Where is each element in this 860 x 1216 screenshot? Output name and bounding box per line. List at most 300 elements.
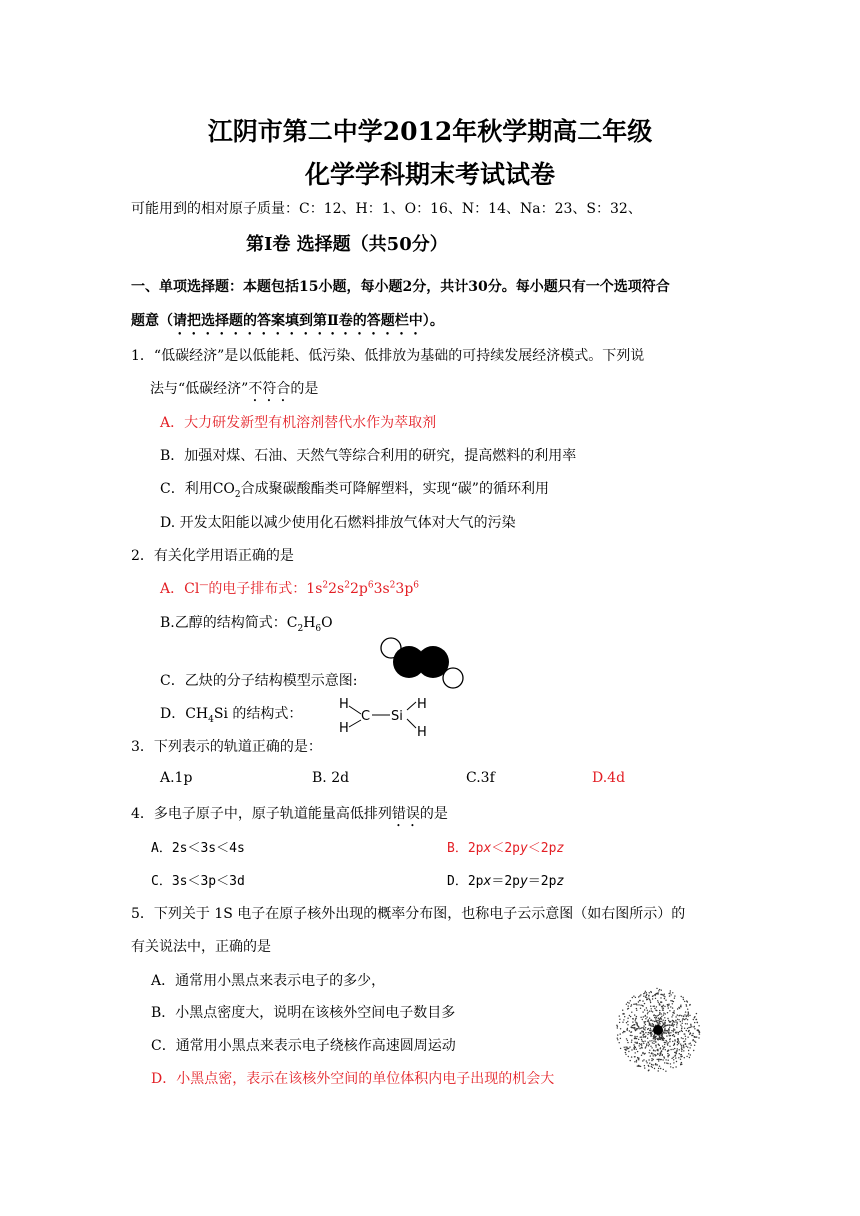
q2-b-element: O [321,615,333,631]
cloud-dot [627,1018,628,1019]
cloud-dot [645,1032,646,1033]
cloud-dot [638,1039,639,1040]
cloud-dot [644,1022,645,1023]
cloud-dot [658,1060,659,1061]
cloud-dot [675,1020,676,1021]
cloud-dot [655,1010,656,1011]
cloud-dot [658,1044,659,1045]
cloud-dot [652,1067,653,1068]
cloud-dot [690,1027,691,1028]
cloud-dot [655,1045,656,1046]
cloud-dot [649,1040,650,1041]
cloud-dot [628,1002,629,1003]
q5-option-c: C．通常用小黑点来表示电子绕核作高速圆周运动 [151,1038,456,1054]
cloud-dot [670,1032,671,1033]
cloud-dot [652,998,653,999]
cloud-dot [680,1005,681,1006]
cloud-dot [620,1033,621,1034]
cloud-dot [653,1041,654,1042]
cloud-dot [674,1010,675,1011]
cloud-dot [688,1013,689,1014]
cloud-dot [667,1051,668,1052]
cloud-dot [675,1066,676,1067]
cloud-dot [673,1045,674,1046]
cloud-dot [667,1056,668,1057]
q5-stem-line-1: 5．下列关于 1S 电子在原子核外出现的概率分布图，也称电子云示意图（如右图所示）的 [131,906,686,922]
cloud-dot [635,997,636,998]
cloud-dot [648,1032,649,1033]
cloud-dot [647,1012,648,1013]
cloud-dot [627,1021,628,1022]
cloud-dot [668,1042,669,1043]
cloud-dot [676,1024,677,1025]
cloud-dot [634,1036,635,1037]
cloud-dot [643,1059,644,1060]
cloud-dot [654,1017,655,1018]
cloud-dot [630,1016,631,1017]
cloud-dot [631,1031,632,1032]
cloud-dot [692,1033,693,1034]
cloud-dot [693,1019,694,1020]
bond-line [349,720,361,727]
cloud-dot [681,1047,682,1048]
cloud-dot [664,1062,665,1063]
cloud-dot [640,1037,641,1038]
struct-c: C [361,709,371,724]
cloud-dot [634,1042,635,1043]
struct-h: H [339,721,349,736]
cloud-dot [655,998,656,999]
cloud-dot [648,998,649,999]
cloud-dot [656,1038,657,1039]
cloud-dot [656,1017,657,1018]
cloud-dot [665,1049,666,1050]
cloud-dot [665,1059,666,1060]
cloud-dot [633,1044,634,1045]
q3-option-a: A.1p [160,770,193,786]
cloud-dot [627,1040,628,1041]
cloud-dot [634,1061,635,1062]
cloud-dot [640,1017,641,1018]
cloud-dot [659,1023,660,1024]
cloud-dot [688,1027,689,1028]
q1-emphasis: 不符合 [248,381,291,397]
cloud-dot [633,1004,634,1005]
cloud-dot [687,1009,688,1010]
cloud-dot [698,1037,699,1038]
cloud-dot [657,993,658,994]
cloud-dot [667,1005,668,1006]
cloud-dot [642,1035,643,1036]
cloud-dot [626,1029,627,1030]
cloud-dot [631,1049,632,1050]
cloud-dot [662,1046,663,1047]
q1-stem-text: 法与“低碳经济” [150,381,249,397]
cloud-dot [673,1025,674,1026]
cloud-dot [625,1046,626,1047]
q2-a-orbital: 3p [395,581,414,597]
cloud-dot [664,1025,665,1026]
cloud-dot [646,999,647,1000]
cloud-dot [672,1003,673,1004]
cloud-dot [666,1033,667,1034]
cloud-dot [653,1015,654,1016]
cloud-dot [665,1020,666,1021]
cloud-dot [663,1037,664,1038]
cloud-dot [672,1041,673,1042]
q2-d-text-end: Si 的结构式： [213,706,303,722]
cloud-dot [659,1018,660,1019]
cloud-dot [663,1024,664,1025]
cloud-dot [670,1063,671,1064]
cloud-dot [631,1042,632,1043]
cloud-dot [650,991,651,992]
cloud-dot [664,1057,665,1058]
cloud-dot [651,1020,652,1021]
cloud-dot [645,1015,646,1016]
cloud-dot [658,1068,659,1069]
cloud-dot [644,1021,645,1022]
q4-stem-text: 4．多电子原子中，原子轨道能量高低排列 [131,806,392,822]
cloud-dot [683,1047,684,1048]
cloud-dot [647,1010,648,1011]
cloud-dot [678,1057,679,1058]
cloud-dot [687,1028,688,1029]
cloud-dot [683,1041,684,1042]
cloud-dot [638,996,639,997]
cloud-dot [652,1053,653,1054]
cloud-dot [693,1026,694,1027]
cloud-dot [636,1029,637,1030]
cloud-dot [688,1043,689,1044]
cloud-dot [661,990,662,991]
cloud-dot [660,1002,661,1003]
cloud-dot [627,1002,628,1003]
cloud-dot [672,1014,673,1015]
cloud-dot [673,1057,674,1058]
cloud-dot [617,1039,618,1040]
cloud-dot [673,1020,674,1021]
cloud-dot [636,1036,637,1037]
cloud-dot [631,1040,632,1041]
q2-a-text: A．Cl [160,581,200,597]
cloud-dot [646,1043,647,1044]
cloud-dot [663,1020,664,1021]
cloud-dot [665,1040,666,1041]
cloud-dot [644,1034,645,1035]
cloud-dot [684,1057,685,1058]
cloud-dot [699,1033,700,1034]
cloud-dot [659,1010,660,1011]
cloud-dot [681,1051,682,1052]
cloud-dot [649,992,650,993]
q4-option-a: A．2s＜3s＜4s [151,841,245,856]
cloud-dot [648,1042,649,1043]
cloud-dot [637,1028,638,1029]
cloud-dot [672,1049,673,1050]
cloud-dot [697,1029,698,1030]
q5-option-d: D．小黑点密，表示在该核外空间的单位体积内电子出现的机会大 [151,1071,555,1087]
cloud-dot [686,1030,687,1031]
cloud-dot [674,1039,675,1040]
cloud-dot [633,1047,634,1048]
cloud-dot [630,1006,631,1007]
cloud-dot [666,1025,667,1026]
q2-a-sup: 2 [322,580,329,591]
cloud-dot [655,1015,656,1016]
cloud-dot [650,1024,651,1025]
cloud-dot [657,1000,658,1001]
cloud-dot [640,1028,641,1029]
cloud-dot [643,1016,644,1017]
cloud-dot [665,1022,666,1023]
cloud-dot [631,1056,632,1057]
cloud-dot [673,1024,674,1025]
cloud-dot [638,1001,639,1002]
cloud-dot [687,1037,688,1038]
cloud-dot [620,1028,621,1029]
cloud-dot [682,1020,683,1021]
cloud-dot [662,994,663,995]
cloud-dot [661,1051,662,1052]
cloud-dot [646,1062,647,1063]
q1-option-c [160,478,549,498]
cloud-dot [680,1025,681,1026]
cloud-dot [627,1024,628,1025]
cloud-dot [620,1038,621,1039]
cloud-dot [687,1023,688,1024]
cloud-dot [626,1038,627,1039]
cloud-dot [651,1033,652,1034]
cloud-dot [637,1057,638,1058]
cloud-dot [631,1004,632,1005]
cloud-dot [664,998,665,999]
cloud-dot [685,1018,686,1019]
cloud-dot [617,1034,618,1035]
cloud-dot [647,1038,648,1039]
q2-a-sup: 2 [389,580,396,591]
cloud-dot [668,1033,669,1034]
cloud-dot [641,1055,642,1056]
cloud-dot [673,1028,674,1029]
cloud-dot [644,1003,645,1004]
cloud-dot [647,1021,648,1022]
cloud-dot [644,992,645,993]
cloud-dot [626,1004,627,1005]
cloud-dot [676,1032,677,1033]
cloud-dot [685,1011,686,1012]
cloud-dot [659,1004,660,1005]
cloud-dot [669,1021,670,1022]
struct-si: Si [391,709,403,724]
cloud-dot [650,1002,651,1003]
q4-d-axis: z [556,874,565,889]
q4-stem-end: 的是 [419,806,448,822]
cloud-dot [638,1026,639,1027]
cloud-dot [699,1032,700,1033]
cloud-dot [667,1043,668,1044]
cloud-dot [682,1018,683,1019]
cloud-dot [632,1025,633,1026]
cloud-dot [664,1029,665,1030]
cloud-dot [643,1027,644,1028]
instruction-line-2 [131,310,444,338]
cloud-dot [668,1055,669,1056]
cloud-dot [641,1039,642,1040]
cloud-dot [644,1009,645,1010]
cloud-dot [639,1000,640,1001]
cloud-dot [653,1006,654,1007]
cloud-dot [664,1028,665,1029]
cloud-dot [651,1064,652,1065]
q1-option-a: A．大力研发新型有机溶剂替代水作为萃取剂 [160,415,437,431]
cloud-dot [680,1021,681,1022]
cloud-dot [678,1019,679,1020]
cloud-dot [625,1050,626,1051]
cloud-dot [676,1021,677,1022]
cloud-dot [694,1036,695,1037]
cloud-dot [616,1025,617,1026]
cloud-dot [687,1019,688,1020]
q3-option-d: D.4d [592,770,626,786]
cloud-dot [654,1035,655,1036]
cloud-dot [681,1048,682,1049]
cloud-dot [694,1028,695,1029]
bond-line [407,702,416,710]
cloud-dot [655,1046,656,1047]
cloud-dot [643,996,644,997]
q4-emphasis: 错误 [391,806,420,822]
cloud-dot [651,1008,652,1009]
cloud-dot [658,1002,659,1003]
cloud-dot [644,1065,645,1066]
cloud-dot [662,1007,663,1008]
cloud-dot [687,1001,688,1002]
cloud-dot [655,1037,656,1038]
cloud-dot [689,1004,690,1005]
cloud-dot [675,1016,676,1017]
cloud-dot [668,1060,669,1061]
q2-b-subscript: 2 [297,623,304,634]
cloud-dot [644,1053,645,1054]
cloud-dot [679,1049,680,1050]
cloud-dot [684,1028,685,1029]
cloud-dot [662,1049,663,1050]
cloud-dot [671,1016,672,1017]
cloud-dot [642,1005,643,1006]
cloud-dot [644,1029,645,1030]
cloud-dot [684,1041,685,1042]
cloud-dot [683,999,684,1000]
cloud-dot [635,1020,636,1021]
cloud-dot [648,995,649,996]
q5-option-a: A．通常用小黑点来表示电子的多少， [151,973,386,989]
cloud-dot [622,1010,623,1011]
cloud-dot [642,1052,643,1053]
cloud-dot [625,1054,626,1055]
cloud-dot [678,1043,679,1044]
cloud-dot [637,1051,638,1052]
cloud-dot [688,1050,689,1051]
cloud-dot [656,1036,657,1037]
cloud-dot [652,1020,653,1021]
cloud-dot [668,1020,669,1021]
q4-b-axis: y [519,841,528,856]
cloud-dot [682,1038,683,1039]
cloud-dot [624,1016,625,1017]
cloud-dot [655,994,656,995]
cloud-dot [682,1031,683,1032]
cloud-dot [627,1042,628,1043]
cloud-dot [694,1022,695,1023]
cloud-dot [668,1004,669,1005]
cloud-dot [629,1030,630,1031]
cloud-dot [688,1015,689,1016]
cloud-dot [619,1022,620,1023]
cloud-dot [672,1007,673,1008]
cloud-dot [641,1045,642,1046]
cloud-dot [655,1041,656,1042]
cloud-dot [662,1009,663,1010]
cloud-dot [658,1015,659,1016]
q4-d-text: ＝2p [491,874,520,889]
q4-d-axis: y [519,874,528,889]
cloud-dot [678,1033,679,1034]
cloud-dot [649,1063,650,1064]
q2-a-sup: 2 [344,580,350,591]
cloud-dot [649,1011,650,1012]
cloud-dot [640,994,641,995]
cloud-dot [685,1023,686,1024]
cloud-dot [660,1068,661,1069]
cloud-dot [657,1049,658,1050]
cloud-dot [694,1041,695,1042]
q4-d-text: D．2p [447,874,484,889]
cloud-dot [632,1027,633,1028]
cloud-dot [667,1063,668,1064]
bond-line [407,719,416,728]
cloud-dot [638,1066,639,1067]
cloud-dot [686,1004,687,1005]
cloud-dot [653,1024,654,1025]
cloud-dot [675,1055,676,1056]
cloud-dot [638,1058,639,1059]
cloud-dot [629,1046,630,1047]
cloud-dot [659,1066,660,1067]
cloud-dot [690,1043,691,1044]
cloud-dot [663,1014,664,1015]
cloud-dot [693,1050,694,1051]
cloud-dot [664,1030,665,1031]
cloud-dot [646,994,647,995]
cloud-dot [630,1000,631,1001]
cloud-dot [670,990,671,991]
cloud-dot [637,1025,638,1026]
cloud-dot [645,991,646,992]
q4-d-axis: x [483,874,492,889]
cloud-dot [680,1006,681,1007]
cloud-dot [692,1040,693,1041]
cloud-dot [684,1014,685,1015]
cloud-dot [677,1014,678,1015]
cloud-dot [656,1006,657,1007]
cloud-dot [694,1045,695,1046]
q4-option-d [447,870,564,889]
cloud-dot [662,1054,663,1055]
cloud-dot [672,1024,673,1025]
cloud-dot [639,1043,640,1044]
cloud-dot [652,996,653,997]
